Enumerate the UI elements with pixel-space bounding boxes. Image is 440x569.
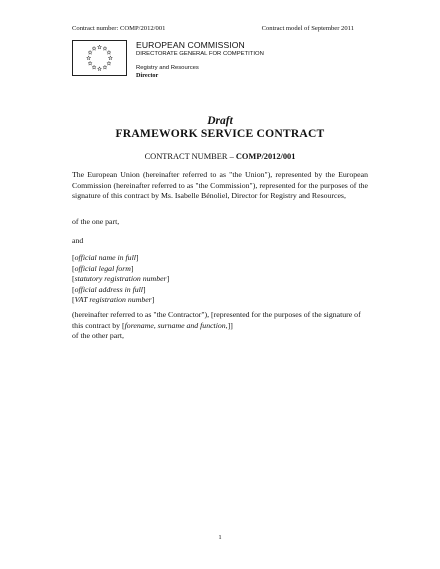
contract-number-value: COMP/2012/001 xyxy=(235,152,296,161)
emblem-star xyxy=(88,50,92,54)
emblem-star xyxy=(107,61,111,65)
contract-number-line xyxy=(0,152,440,161)
placeholder-text: statutory registration number xyxy=(74,274,167,283)
page-number: 1 xyxy=(218,534,222,541)
emblem-star xyxy=(98,67,102,71)
placeholder-line: [official address in full] xyxy=(72,284,146,294)
placeholder-line: [official legal form] xyxy=(72,263,134,273)
signatory-placeholder: forename, surname and function, xyxy=(124,320,228,330)
header-contract-number: Contract number: COMP/2012/001 xyxy=(72,25,166,32)
unit-name: Registry and Resources xyxy=(136,65,199,71)
header-contract-model: Contract model of September 2011 xyxy=(261,25,354,32)
emblem-star xyxy=(92,65,96,69)
placeholder-text: official name in full xyxy=(74,253,136,262)
placeholder-line: [official name in full] xyxy=(72,253,139,262)
union-paragraph: The European Union (hereinafter referred to as "the Union"), represented by the European Commission (hereinafter referred to as "the Commission"), represented for the purposes of the signature of this contract by Ms. Isabelle Bénoliel, Director for Registry and Resources, xyxy=(72,170,368,200)
institution-name: EUROPEAN COMMISSION xyxy=(136,40,245,50)
document-title: FRAMEWORK SERVICE CONTRACT xyxy=(115,127,325,140)
emblem-star xyxy=(107,50,111,54)
placeholder-line: [statutory registration number] xyxy=(72,274,170,283)
other-part-line: of the other part, xyxy=(72,331,124,340)
draft-label: Draft xyxy=(207,115,233,127)
and-line: and xyxy=(72,236,84,245)
placeholder-text: official address in full xyxy=(74,284,143,294)
emblem-star xyxy=(92,47,96,51)
contractor-paragraph: (hereinafter referred to as "the Contractor"), [represented for the purposes of the signature of this contract by [forename, surname and function,]] of the other part, xyxy=(72,310,368,342)
contractor-placeholders xyxy=(72,253,368,306)
emblem-star xyxy=(87,56,91,60)
eu-flag-icon xyxy=(72,40,127,76)
emblem-star xyxy=(88,61,92,65)
placeholder-text: VAT registration number xyxy=(74,295,152,304)
one-part-line: of the one part, xyxy=(72,217,120,226)
directorate-name: DIRECTORATE GENERAL FOR COMPETITION xyxy=(136,51,264,57)
institution-block xyxy=(136,40,264,80)
contract-number-label: CONTRACT NUMBER – xyxy=(144,152,234,161)
placeholder-line: [VAT registration number] xyxy=(72,295,155,304)
emblem-star xyxy=(108,56,112,60)
emblem-star xyxy=(103,47,107,51)
emblem-star xyxy=(103,65,107,69)
role-name: Director xyxy=(136,72,159,79)
placeholder-text: official legal form xyxy=(74,263,131,273)
emblem-star xyxy=(98,45,102,49)
